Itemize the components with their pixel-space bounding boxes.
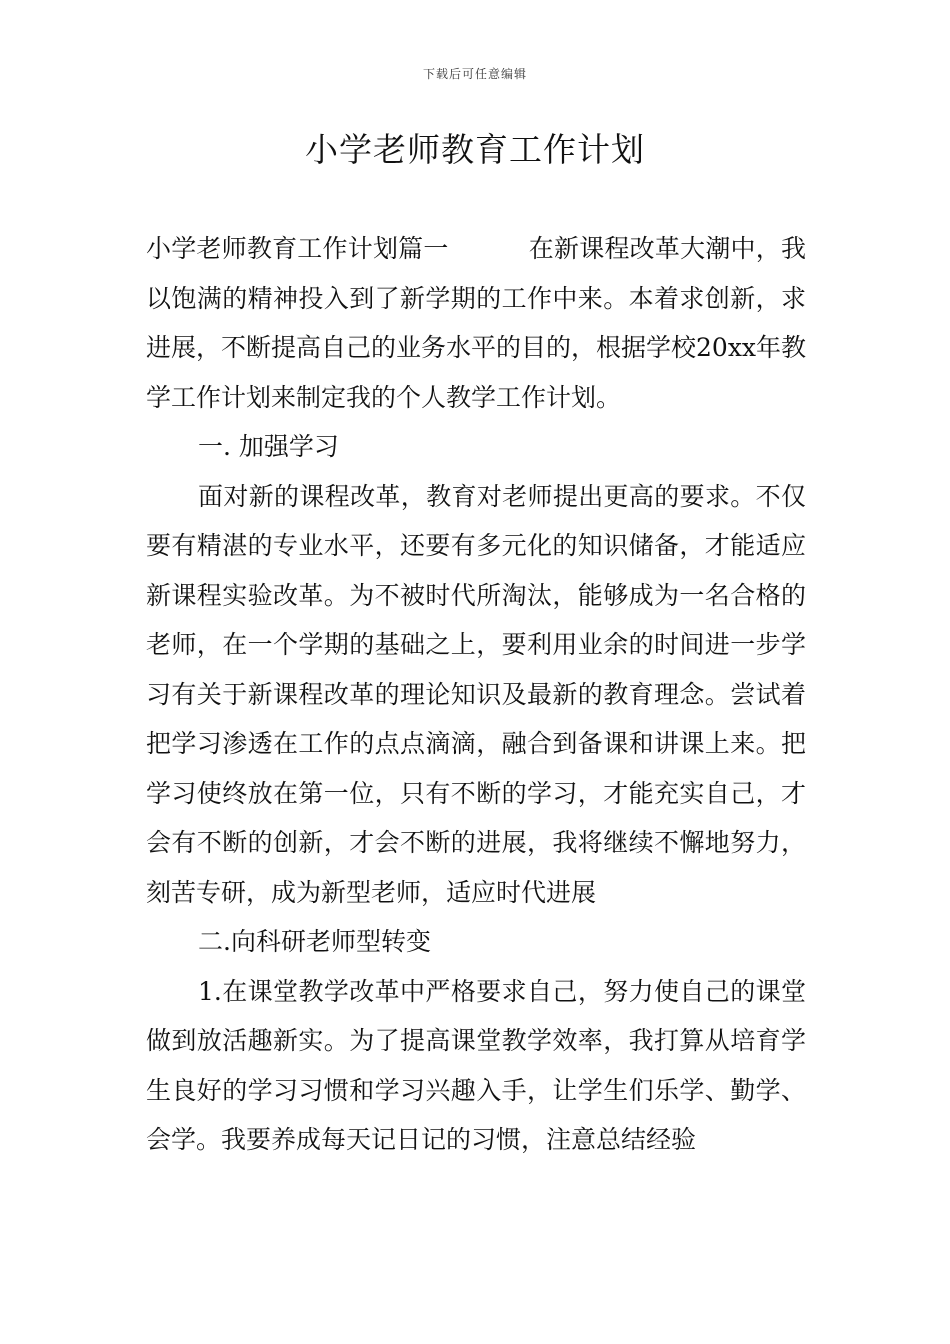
page-header-note: 下载后可任意编辑: [422, 67, 527, 81]
section2-item1-paragraph: 1.在课堂教学改革中严格要求自己，努力使自己的课堂做到放活趣新实。为了提高课堂教学效率，我打算从培育学生良好的学习习惯和学习兴趣入手，让学生们乐学、勤学、会学。我要养成每天记日记的习惯，注意总结经验: [146, 976, 806, 1154]
document-body: [146, 224, 806, 1165]
intro-text: 在新课程改革大潮中，我以饱满的精神投入到了新学期的工作中来。本着求创新，求进展，不断提高自己的业务水平的目的，根据学校20xx年教学工作计划来制定我的个人教学工作计划。: [146, 234, 807, 412]
section1-heading: 一. 加强学习: [198, 432, 339, 461]
intro-paragraph: [146, 224, 806, 422]
section2-heading: 二.向科研老师型转变: [198, 927, 431, 956]
document-title: 小学老师教育工作计划: [305, 130, 645, 169]
intro-heading: 小学老师教育工作计划篇一: [146, 234, 449, 263]
section1-paragraph: 面对新的课程改革，教育对老师提出更高的要求。不仅要有精湛的专业水平，还要有多元化的知识储备，才能适应新课程实验改革。为不被时代所淘汰，能够成为一名合格的老师，在一个学期的基础之上，要利用业余的时间进一步学习有关于新课程改革的理论知识及最新的教育理念。尝试着把学习渗透在工作的点点滴滴，融合到备课和讲课上来。把学习使终放在第一位，只有不断的学习，才能充实自己，才会有不断的创新，才会不断的进展，我将继续不懈地努力，刻苦专研，成为新型老师，适应时代进展: [146, 481, 806, 907]
